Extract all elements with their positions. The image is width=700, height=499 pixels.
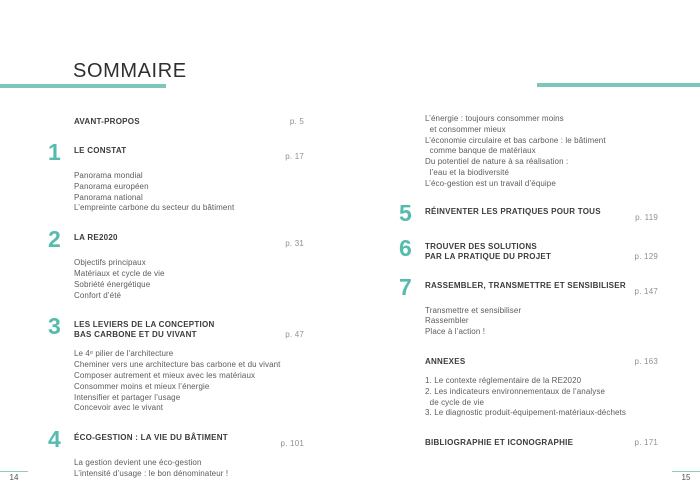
toc-subitem: Sobriété énergétique (74, 279, 151, 289)
section-title-line: LE CONSTAT (74, 146, 127, 155)
title-underline-rule (0, 84, 166, 88)
toc-entry (48, 313, 304, 414)
toc-subitem: Panorama mondial (74, 171, 143, 180)
section-subitems (48, 349, 304, 414)
section-subitems (48, 171, 304, 214)
section-title (74, 233, 118, 249)
right-folio-number: 15 (681, 473, 691, 482)
section-page-ref: p. 171 (634, 438, 658, 448)
toc-entry (48, 226, 304, 301)
section-title (425, 242, 551, 262)
right-folio-rule (672, 471, 700, 472)
section-title-line: BAS CARBONE ET DU VIVANT (74, 330, 197, 340)
toc-subitem: L’éco-gestion est un travail d’équipe (425, 178, 556, 188)
toc-subitem: L’énergie : toujours consommer moins (425, 114, 564, 123)
section-subitems (399, 376, 658, 419)
toc-subitem: Intensifier et partager l’usage (74, 392, 181, 402)
toc-right-column (399, 114, 658, 467)
section-number: 6 (399, 234, 412, 261)
section-title (74, 117, 140, 127)
toc-left-column (48, 117, 304, 499)
section-page-ref: p. 5 (289, 117, 304, 126)
section-title (425, 281, 626, 297)
toc-subitem: Consommer moins et mieux l’énergie (74, 381, 210, 391)
section-title (425, 207, 601, 223)
toc-subitem: Concevoir avec le vivant (74, 403, 164, 413)
section-page-ref: p. 147 (634, 286, 658, 296)
toc-subitem: Objectifs principaux (74, 258, 146, 268)
section-title-line: PAR LA PRATIQUE DU PROJET (425, 251, 552, 261)
section-page-ref: p. 129 (634, 251, 658, 261)
right-edge-rule (537, 83, 700, 87)
left-folio-rule (0, 471, 28, 472)
toc-entry-head (48, 139, 304, 165)
section-subitems (48, 458, 304, 480)
toc-entry (399, 273, 658, 338)
toc-entry-head (399, 234, 658, 262)
section-title (425, 438, 573, 448)
toc-subitem: de cycle de vie (425, 397, 485, 407)
toc-subitem: et consommer mieux (425, 124, 506, 134)
toc-subitem: Composer autrement et mieux avec les matériaux (74, 370, 256, 380)
toc-entry (48, 139, 304, 214)
section-page-ref: p. 119 (635, 212, 658, 222)
toc-subitem: Panorama européen (74, 181, 149, 191)
section-number: 2 (48, 226, 61, 253)
section-title-line: RÉINVENTER LES PRATIQUES POUR TOUS (425, 206, 601, 216)
toc-subitem: Du potentiel de nature à sa réalisation : (425, 157, 569, 167)
section-subitems (48, 258, 304, 301)
toc-subitem: Matériaux et cycle de vie (74, 268, 165, 278)
section-page-ref: p. 101 (280, 439, 304, 449)
toc-entry-head (48, 313, 304, 340)
toc-subitem: La gestion devient une éco-gestion (74, 458, 202, 468)
toc-subitem: L’intensité d’usage : le bon dénominateur ! (74, 468, 229, 478)
section-page-ref: p. 47 (285, 330, 304, 340)
toc-subitem: 1. Le contexte réglementaire de la RE2020 (425, 375, 582, 385)
section-title-line: LES LEVIERS DE LA CONCEPTION (74, 320, 215, 330)
toc-entry-head (399, 199, 658, 226)
section-title (425, 357, 465, 367)
section-title-line: ANNEXES (425, 356, 466, 366)
toc-subitem: Panorama national (74, 192, 143, 202)
toc-subitem: Le 4ᵉ pilier de l’architecture (74, 349, 174, 359)
section-title (74, 320, 215, 340)
toc-subitem: Place à l’action ! (425, 327, 486, 337)
section-title (74, 146, 126, 162)
section-title-line: ÉCO-GESTION : LA VIE DU BÂTIMENT (74, 433, 228, 443)
section-title-line: AVANT-PROPOS (74, 117, 140, 126)
toc-entry-head (48, 226, 304, 253)
section-page-ref: p. 163 (634, 356, 658, 366)
section-number: 1 (48, 139, 61, 165)
toc-entry-head (48, 117, 304, 127)
toc-subitem: L’empreinte carbone du secteur du bâtiment (74, 203, 235, 213)
section-title-line: RASSEMBLER, TRANSMETTRE ET SENSIBILISER (425, 280, 626, 290)
toc-entry (48, 117, 304, 127)
section-number: 7 (399, 273, 412, 300)
toc-entry-head (48, 426, 304, 453)
toc-subitem: Cheminer vers une architecture bas carbone et du vivant (74, 360, 281, 370)
section-page-ref: p. 17 (285, 152, 304, 161)
toc-entry (399, 199, 658, 226)
toc-entry (399, 114, 658, 190)
toc-subitem: Rassembler (425, 316, 469, 326)
toc-entry (399, 234, 658, 262)
page-title: SOMMAIRE (73, 60, 187, 82)
section-page-ref: p. 31 (285, 239, 304, 249)
section-title (74, 433, 228, 449)
section-title-line: TROUVER DES SOLUTIONS (425, 241, 537, 251)
section-number: 5 (399, 199, 412, 226)
toc-entry (399, 438, 658, 448)
toc-subitem: Transmettre et sensibiliser (425, 305, 522, 315)
toc-entry (399, 357, 658, 419)
section-title-line: LA RE2020 (74, 233, 118, 243)
section-title-line: BIBLIOGRAPHIE ET ICONOGRAPHIE (425, 438, 574, 448)
toc-subitem: l’eau et la biodiversité (425, 167, 509, 177)
toc-subitem: 2. Les indicateurs environnementaux de l’analyse (425, 386, 606, 396)
left-folio-number: 14 (9, 473, 19, 482)
toc-subitem: 3. Le diagnostic produit-équipement-matériaux-déchets (425, 408, 626, 418)
toc-entry (48, 426, 304, 480)
section-number: 4 (48, 426, 61, 453)
section-number: 3 (48, 313, 61, 340)
toc-entry-head (399, 273, 658, 300)
toc-subitem: L’économie circulaire et bas carbone : le bâtiment (425, 135, 606, 145)
toc-entry-head (399, 438, 658, 448)
section-subitems (399, 114, 658, 190)
toc-entry-head (399, 357, 658, 367)
toc-subitem: comme banque de matériaux (425, 146, 536, 156)
toc-subitem: Confort d’été (74, 290, 122, 300)
section-subitems (399, 306, 658, 338)
